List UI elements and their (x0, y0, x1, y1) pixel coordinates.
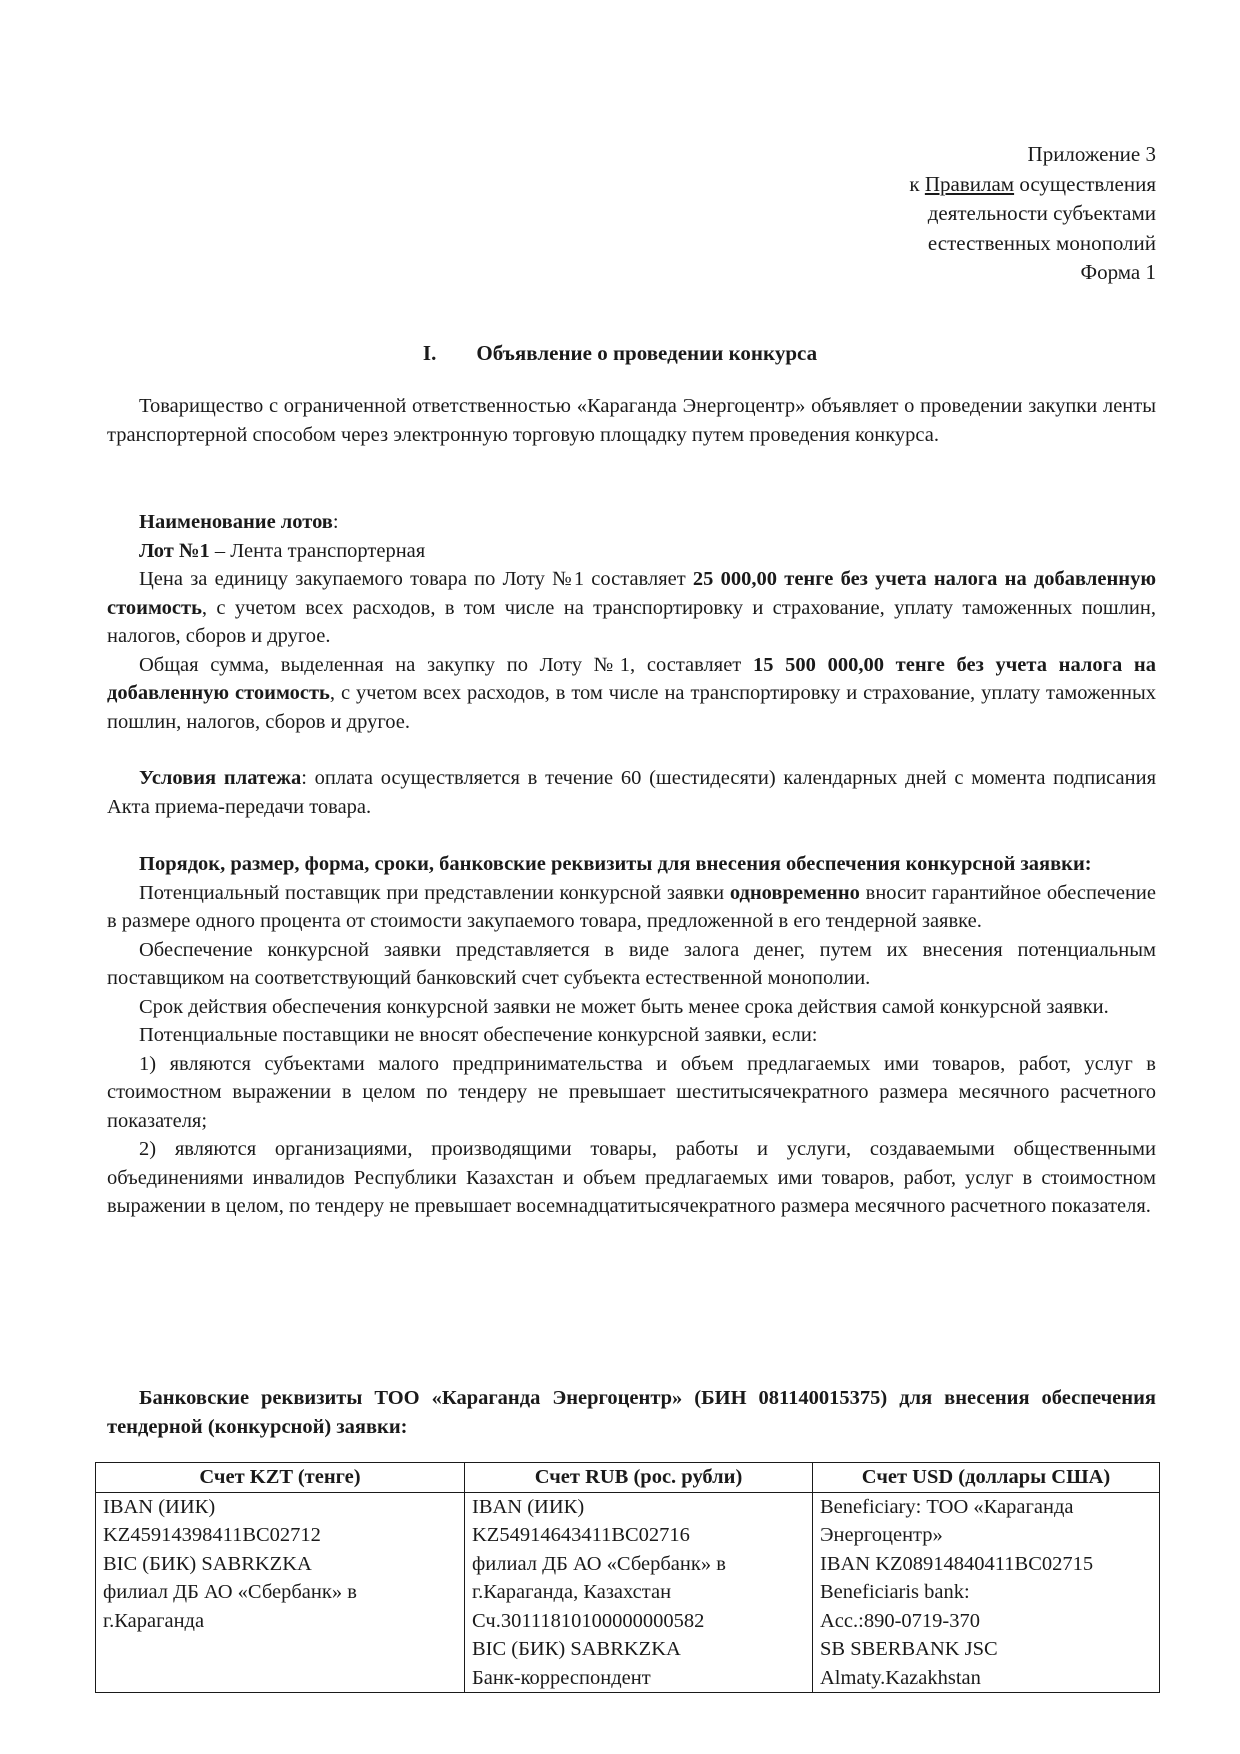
lot-1 (107, 537, 1156, 566)
appendix-number: Приложение 3 (1027, 142, 1156, 166)
total-sum-paragraph: Общая сумма, выделенная на закупку по Лоту №1, составляет 15 500 000,00 тенге без учета налога на добавленную стоимость, с учетом всех расходов, в том числе на транспортировку и страхование, уплату таможенных пошлин, налогов, сборов и другое. (107, 653, 1156, 733)
unit-price: 25 000,00 тенге без учета налога на добавленную стоимость (107, 568, 1156, 619)
payment-terms: Условия платежа: оплата осуществляется в течение 60 (шестидесяти) календарных дней с момента подписания Акта приема-передачи товара. (107, 767, 1156, 818)
payment-label: Условия платежа (139, 767, 302, 789)
exemption-1: 1) являются субъектами малого предпринимательства и объем предлагаемых ими товаров, работ, услуг в стоимостном выражении в целом по тендеру не превышает шеститысячекратного размера месячного расчетного показателя; (107, 1052, 1156, 1132)
column-header-usd: Счет USD (доллары США) (813, 1463, 1160, 1493)
appendix-rules-line: к Правилам осуществления (909, 171, 1156, 196)
rub-account-cell: IBAN (ИИК) KZ54914643411BC02716 филиал ДБ АО «Сбербанк» в г.Караганда, Казахстан Сч.30111810100000000582 BIC (БИК) SABRKZKA Банк-корреспондент (465, 1492, 813, 1693)
appendix-header: Приложение 3 к Правилам осуществления деятельности субъектами естественных монополий Форма 1 (909, 140, 1156, 288)
table-header-row (96, 1463, 1160, 1493)
lot-name: – Лента транспортерная (209, 539, 426, 562)
rules-link[interactable]: Правилам (924, 171, 1015, 196)
total-sum: 15 500 000,00 тенге без учета налога на добавленную стоимость (107, 653, 1156, 704)
bank-heading: Банковские реквизиты ТОО «Караганда Энергоцентр» (БИН 081140015375) для внесения обеспечения тендерной (конкурсной) заявки: (107, 1387, 1156, 1438)
exemption-2: 2) являются организациями, производящими товары, работы и услуги, создаваемыми общественными объединениями инвалидов Республики Казахстан и объем предлагаемых ими товаров, работ, услуг в стоимостном выражении в целом, по тендеру не превышает восемнадцатитысячекратного размера месячного расчетного показателя. (107, 1138, 1156, 1217)
unit-price-paragraph: Цена за единицу закупаемого товара по Лоту №1 составляет 25 000,00 тенге без учета налога на добавленную стоимость, с учетом всех расходов, в том числе на транспортировку и страхование, уплату таможенных пошлин, налогов, сборов и другое. (107, 568, 1156, 647)
security-section: Порядок, размер, форма, сроки, банковские реквизиты для внесения обеспечения конкурсной заявки: Потенциальный поставщик при представлении конкурсной заявки одновременно вносит гарантийное обеспечение в размере одного процента от стоимости закупаемого товара, предложенной в его тендерной заявке. Обеспечение конкурсной заявки представляется в виде залога денег, путем их внесения потенциальным поставщиком на соответствующий банковский счет субъекта естественной монополии. Срок действия обеспечения конкурсной заявки не может быть менее срока действия самой конкурсной заявки. Потенциальные поставщики не вносят обеспечение конкурсной заявки, если: 1) являются субъектами малого предпринимательства и объем предлагаемых ими товаров, работ, услуг в стоимостном выражении в целом по тендеру не превышает шеститысячекратного размера месячного расчетного показателя; 2) являются организациями, производящими товары, работы и услуги, создаваемыми общественными объединениями инвалидов Республики Казахстан и объем предлагаемых ими товаров, работ, услуг в стоимостном выражении в целом, по тендеру не превышает восемнадцатитысячекратного размера месячного расчетного показателя. (107, 850, 1156, 1221)
lot-label: Лот №1 (139, 539, 210, 562)
document-title (0, 339, 1240, 368)
lots-heading: Наименование лотов (139, 511, 333, 533)
security-heading: Порядок, размер, форма, сроки, банковские реквизиты для внесения обеспечения конкурсной заявки: (139, 853, 1092, 875)
bank-details-table (95, 1462, 1160, 1693)
lots-section: Наименование лотов: Лот №1 – Лента транспортерная Цена за единицу закупаемого товара по Лоту №1 составляет 25 000,00 тенге без учета налога на добавленную стоимость, с учетом всех расходов, в том числе на транспортировку и страхование, уплату таможенных пошлин, налогов, сборов и другое. Общая сумма, выделенная на закупку по Лоту №1, составляет 15 500 000,00 тенге без учета налога на добавленную стоимость, с учетом всех расходов, в том числе на транспортировку и страхование, уплату таможенных пошлин, налогов, сборов и другое. (107, 508, 1156, 736)
table-row (96, 1492, 1160, 1693)
section-number: I. (422, 341, 437, 365)
column-header-rub: Счет RUB (рос. рубли) (465, 1463, 813, 1493)
form-number: Форма 1 (1080, 260, 1156, 284)
intro-paragraph: Товарищество с ограниченной ответственностью «Караганда Энергоцентр» объявляет о проведении закупки ленты транспортерной способом через электронную торговую площадку путем проведения конкурса. (107, 395, 1156, 446)
section-title: Объявление о проведении конкурса (476, 341, 818, 365)
kzt-account-cell: IBAN (ИИК) KZ45914398411BC02712 BIC (БИК) SABRKZKA филиал ДБ АО «Сбербанк» в г.Караганда (96, 1492, 465, 1693)
column-header-kzt: Счет KZT (тенге) (96, 1463, 465, 1493)
usd-account-cell: Beneficiary: ТОО «Караганда Энергоцентр» IBAN KZ08914840411BC02715 Beneficiaris bank: Acc.:890-0719-370 SB SBERBANK JSC Almaty.Kazakhstan (813, 1492, 1160, 1693)
